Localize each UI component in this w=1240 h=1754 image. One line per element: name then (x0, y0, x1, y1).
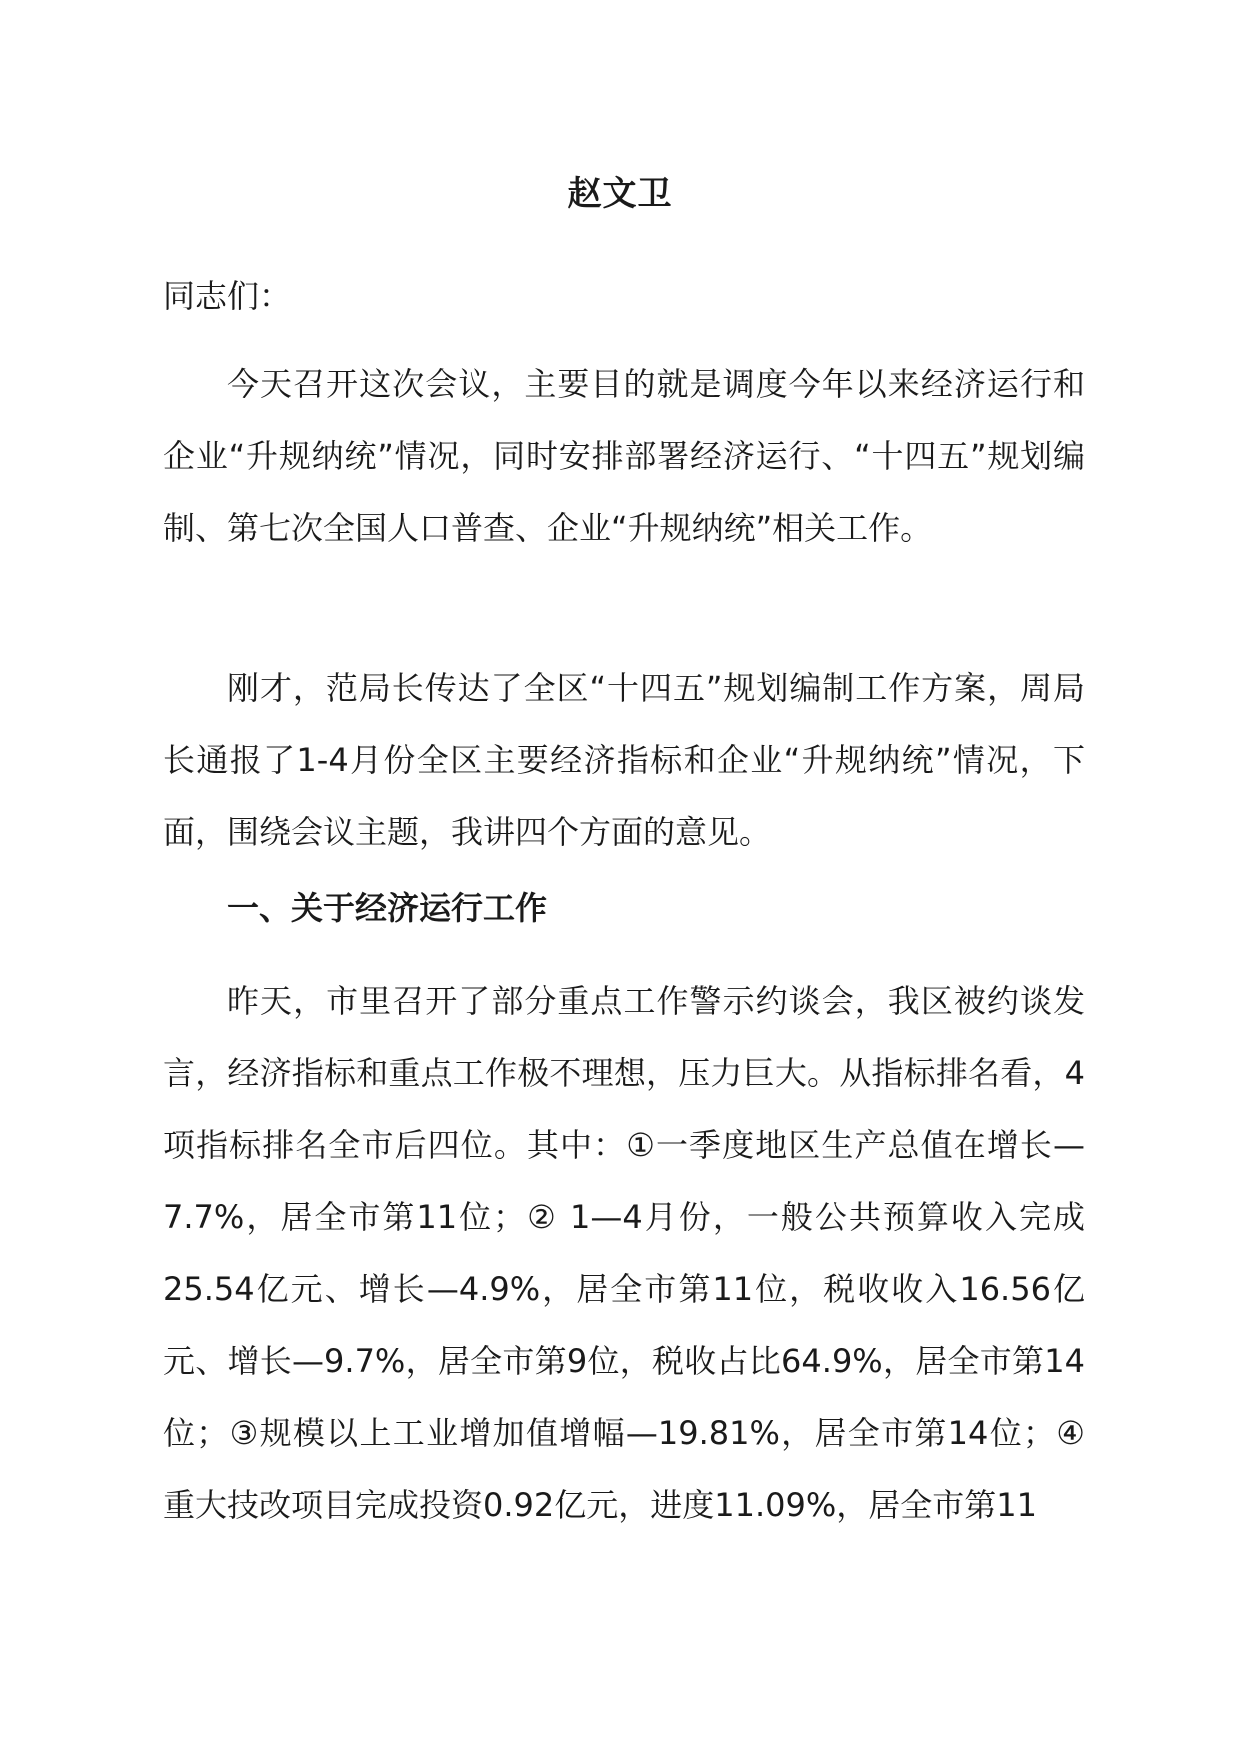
paragraph-economic-indicators: 昨天，市里召开了部分重点工作警示约谈会，我区被约谈发言，经济指标和重点工作极不理想，压力巨大。从指标排名看，4项指标排名全市后四位。其中：①一季度地区生产总值在增长—7.7%，居全市第11位；② 1—4月份，一般公共预算收入完成25.54亿元、增长—4.9%，居全市第11位，税收收入16.56亿元、增长—9.7%，居全市第9位，税收占比64.9%，居全市第14位；③规模以上工业增加值增幅—19.81%，居全市第14位；④重大技改项目完成投资0.92亿元，进度11.09%，居全市第11 (163, 982, 1085, 1524)
paragraph-agenda: 刚才，范局长传达了全区“十四五”规划编制工作方案，周局长通报了1-4月份全区主要经济指标和企业“升规纳统”情况，下面，围绕会议主题，我讲四个方面的意见。 (163, 669, 1085, 851)
document-title: 赵文卫 (567, 174, 673, 214)
section-heading: 一、关于经济运行工作 (227, 889, 548, 927)
salutation: 同志们： (163, 277, 292, 315)
paragraph-opening: 今天召开这次会议，主要目的就是调度今年以来经济运行和企业“升规纳统”情况，同时安排部署经济运行、“十四五”规划编制、第七次全国人口普查、企业“升规纳统”相关工作。 (163, 365, 1085, 547)
